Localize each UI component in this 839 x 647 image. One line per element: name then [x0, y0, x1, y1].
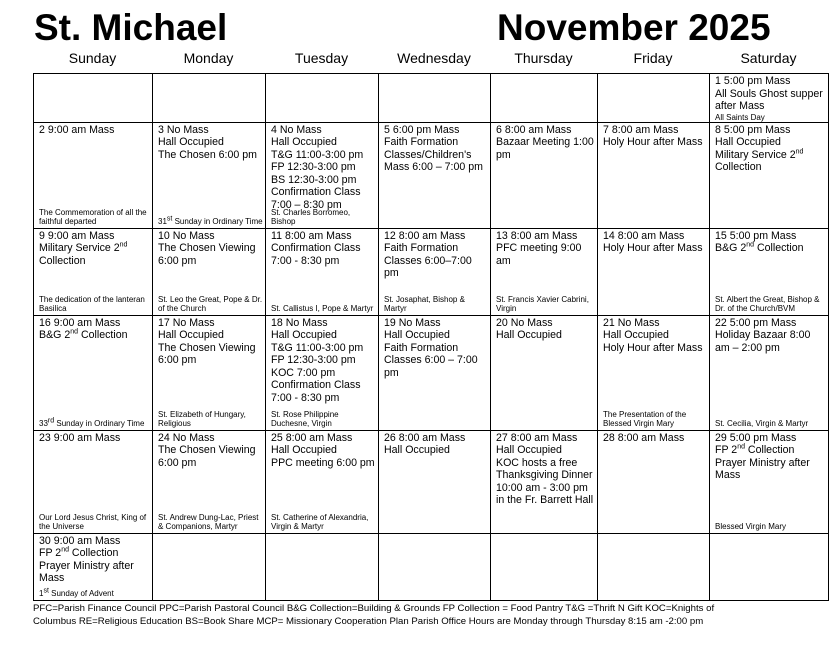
event-text: 9:00 am Mass — [47, 123, 115, 136]
event-line — [715, 432, 826, 445]
event-text: PFC meeting 9:00 am — [496, 242, 582, 267]
event-line — [39, 547, 150, 560]
day-events — [39, 432, 150, 445]
day-events — [384, 432, 488, 457]
event-text: Military Service 2nd Collection — [715, 147, 804, 173]
event-text: Military Service 2nd Collection — [39, 241, 128, 267]
event-line — [271, 230, 376, 243]
event-text: FP 2nd Collection — [39, 546, 119, 559]
day-cell — [491, 315, 598, 430]
event-line — [384, 329, 488, 342]
event-text: Faith Formation Classes 6:00–7:00 pm — [384, 242, 472, 279]
day-number: 9 — [39, 229, 45, 242]
event-line — [496, 124, 595, 137]
day-events — [39, 230, 150, 268]
day-number: 16 — [39, 316, 51, 329]
event-text: No Mass — [279, 123, 322, 136]
event-text: B&G 2nd Collection — [715, 241, 804, 254]
legend-line: Columbus RE=Religious Education BS=Book Share MCP= Missionary Cooperation Plan Parish Office Hours are Monday through Thursday 8:15 am -2:00 pm — [33, 616, 704, 627]
week-row — [34, 74, 829, 123]
event-text: Holiday Bazaar 8:00 am – 2:00 pm — [715, 329, 811, 354]
feast-day-label: 1st Sunday of Advent — [39, 587, 114, 598]
event-text: No Mass — [285, 316, 328, 329]
feast-day-label: St. Josaphat, Bishop & Martyr — [384, 294, 465, 313]
day-cell — [379, 533, 491, 600]
event-text: 5:00 pm Mass — [729, 316, 797, 329]
day-number: 17 — [158, 316, 170, 329]
day-events — [715, 230, 826, 255]
event-line — [271, 124, 376, 137]
month-title: November 2025 — [497, 7, 771, 48]
event-line — [496, 444, 595, 457]
day-events — [39, 124, 150, 137]
event-line — [603, 230, 707, 243]
day-cell — [491, 122, 598, 228]
event-line — [603, 432, 707, 445]
event-line — [603, 342, 707, 355]
feast-day-label: St. Catherine of Alexandria, Virgin & Martyr — [271, 512, 369, 531]
day-events — [603, 317, 707, 355]
calendar-grid — [33, 73, 829, 601]
day-number: 7 — [603, 123, 609, 136]
day-number: 24 — [158, 431, 170, 444]
day-number: 6 — [496, 123, 502, 136]
day-events — [271, 317, 376, 405]
day-cell — [379, 228, 491, 315]
day-cell — [153, 228, 266, 315]
event-line — [603, 124, 707, 137]
event-line — [603, 242, 707, 255]
day-events — [271, 230, 376, 268]
event-text: 8:00 am Mass — [510, 229, 578, 242]
event-line — [39, 230, 150, 243]
day-number: 13 — [496, 229, 508, 242]
event-line — [158, 230, 263, 243]
event-text: 9:00 am Mass — [53, 534, 121, 547]
event-line — [39, 560, 150, 585]
event-line — [715, 149, 826, 174]
event-text: 5:00 pm Mass — [723, 75, 791, 87]
event-text: Faith Formation Classes/Children's Mass 6:00 – 7:00 pm — [384, 136, 483, 173]
event-line — [271, 354, 376, 367]
day-events — [603, 124, 707, 149]
feast-day-label: Blessed Virgin Mary — [715, 522, 786, 531]
day-cell — [266, 122, 379, 228]
event-text: Hall Occupied — [271, 329, 337, 341]
day-events — [715, 124, 826, 174]
weekday-header: Thursday — [514, 50, 573, 66]
event-text: Confirmation Class 7:00 – 8:30 pm — [271, 186, 361, 211]
event-line — [384, 136, 488, 174]
day-events — [603, 432, 707, 445]
day-cell — [153, 122, 266, 228]
event-text: FP 12:30-3:00 pm — [271, 161, 356, 173]
event-line — [715, 230, 826, 243]
weekday-header: Monday — [183, 50, 234, 66]
event-line — [39, 329, 150, 342]
event-line — [39, 317, 150, 330]
week-row — [34, 533, 829, 600]
day-number: 26 — [384, 431, 396, 444]
event-text: Hall Occupied — [158, 329, 224, 341]
feast-day-label: St. Francis Xavier Cabrini, Virgin — [496, 294, 589, 313]
event-line — [271, 432, 376, 445]
event-text: Hall Occupied — [384, 444, 450, 456]
day-events — [384, 230, 488, 280]
day-number: 1 — [715, 75, 721, 87]
day-events — [384, 317, 488, 380]
day-events — [39, 535, 150, 585]
event-line — [715, 75, 826, 88]
event-text: Faith Formation Classes 6:00 – 7:00 pm — [384, 341, 478, 379]
event-text: No Mass — [398, 316, 441, 329]
event-line — [158, 124, 263, 137]
day-cell — [598, 315, 710, 430]
event-line — [39, 124, 150, 137]
week-row — [34, 228, 829, 315]
event-line — [384, 342, 488, 380]
week-row — [34, 122, 829, 228]
event-text: Hall Occupied — [496, 329, 562, 341]
event-line — [715, 457, 826, 482]
event-text: The Chosen Viewing 6:00 pm — [158, 242, 256, 267]
event-line — [158, 136, 263, 149]
event-text: Hall Occupied — [603, 329, 669, 341]
event-line — [158, 432, 263, 445]
event-line — [496, 242, 595, 267]
event-text: No Mass — [510, 316, 553, 329]
legend-line: PFC=Parish Finance Council PPC=Parish Pastoral Council B&G Collection=Building & Grounds FP Collection = Food Pantry T&G =Thrift N Gift KOC=Knights of — [33, 603, 715, 614]
day-events — [715, 317, 826, 355]
event-text: T&G 11:00-3:00 pm — [271, 148, 364, 161]
event-line — [603, 317, 707, 330]
feast-day-label: 31st Sunday in Ordinary Time — [158, 215, 263, 226]
event-line — [496, 136, 595, 161]
event-text: KOC 7:00 pm — [271, 366, 336, 379]
event-line — [271, 136, 376, 149]
event-line — [715, 88, 826, 113]
day-cell — [153, 533, 266, 600]
day-cell — [491, 430, 598, 533]
day-cell — [153, 315, 266, 430]
event-line — [158, 242, 263, 267]
day-events — [158, 230, 263, 268]
event-line — [715, 136, 826, 149]
event-text: BS 12:30-3:00 pm — [271, 173, 357, 186]
event-text: Prayer Ministry after Mass — [715, 456, 810, 481]
day-cell — [598, 430, 710, 533]
event-text: 8:00 am Mass — [510, 431, 578, 444]
event-line — [496, 230, 595, 243]
weekday-header: Tuesday — [294, 50, 349, 66]
day-cell — [266, 74, 379, 123]
day-number: 25 — [271, 431, 283, 444]
event-line — [158, 444, 263, 469]
day-events — [496, 230, 595, 268]
event-line — [271, 444, 376, 457]
event-text: No Mass — [172, 316, 215, 329]
event-line — [496, 432, 595, 445]
event-line — [271, 242, 376, 267]
event-line — [158, 317, 263, 330]
day-cell — [34, 122, 153, 228]
feast-day-label: The Presentation of the Blessed Virgin Mary — [603, 409, 687, 428]
day-cell — [710, 430, 829, 533]
event-line — [384, 444, 488, 457]
day-cell — [491, 533, 598, 600]
day-number: 8 — [715, 123, 721, 136]
legend-footer — [33, 602, 833, 628]
day-events — [384, 124, 488, 174]
event-text: No Mass — [172, 229, 215, 242]
event-line — [715, 444, 826, 457]
day-number: 14 — [603, 229, 615, 242]
day-cell — [266, 228, 379, 315]
day-events — [271, 124, 376, 212]
day-number: 27 — [496, 431, 508, 444]
day-events — [715, 432, 826, 482]
event-text: The Chosen Viewing 6:00 pm — [158, 341, 256, 366]
feast-day-label: St. Rose Philippine Duchesne, Virgin — [271, 409, 339, 428]
day-cell — [34, 430, 153, 533]
event-line — [271, 149, 376, 162]
event-line — [603, 136, 707, 149]
day-events — [271, 432, 376, 470]
day-cell — [34, 228, 153, 315]
event-text: The Chosen Viewing 6:00 pm — [158, 444, 256, 469]
day-number: 21 — [603, 316, 615, 329]
event-text: No Mass — [166, 123, 209, 136]
event-text: Bazaar Meeting 1:00 pm — [496, 136, 594, 161]
event-text: Holy Hour after Mass — [603, 341, 703, 354]
day-number: 15 — [715, 229, 727, 242]
day-number: 5 — [384, 123, 390, 136]
event-line — [603, 329, 707, 342]
day-number: 29 — [715, 431, 727, 444]
event-text: T&G 11:00-3:00 pm — [271, 341, 364, 354]
event-text: 8:00 am Mass — [617, 431, 685, 444]
day-cell — [34, 74, 153, 123]
event-line — [271, 379, 376, 404]
event-line — [271, 329, 376, 342]
event-line — [715, 317, 826, 330]
event-line — [158, 329, 263, 342]
event-text: Holy Hour after Mass — [603, 242, 703, 254]
event-text: 8:00 am Mass — [617, 229, 685, 242]
event-text: Confirmation Class 7:00 - 8:30 pm — [271, 379, 361, 404]
day-number: 28 — [603, 431, 615, 444]
event-line — [271, 174, 376, 187]
event-text: Hall Occupied — [158, 136, 224, 148]
day-cell — [491, 228, 598, 315]
day-cell — [153, 74, 266, 123]
day-cell — [266, 430, 379, 533]
event-text: Hall Occupied — [496, 444, 562, 456]
feast-day-label: The dedication of the lanteran Basilica — [39, 294, 145, 313]
event-text: FP 2nd Collection — [715, 443, 795, 456]
event-line — [384, 124, 488, 137]
day-events — [496, 432, 595, 507]
day-cell — [379, 122, 491, 228]
event-line — [384, 242, 488, 280]
event-text: Holy Hour after Mass — [603, 136, 703, 148]
event-text: The Chosen 6:00 pm — [158, 148, 257, 161]
feast-day-label: The Commemoration of all the faithful departed — [39, 207, 147, 226]
event-line — [271, 457, 376, 470]
event-text: 9:00 am Mass — [53, 431, 121, 444]
event-text: 8:00 am Mass — [285, 431, 353, 444]
weekday-header: Friday — [633, 50, 673, 66]
event-line — [496, 317, 595, 330]
feast-day-label: St. Cecilia, Virgin & Martyr — [715, 419, 809, 428]
feast-day-label: Our Lord Jesus Christ, King of the Universe — [39, 512, 147, 531]
event-line — [496, 329, 595, 342]
event-line — [496, 457, 595, 507]
feast-day-label: St. Leo the Great, Pope & Dr. of the Church — [158, 294, 263, 313]
event-text: Hall Occupied — [715, 136, 781, 148]
feast-day-label: St. Elizabeth of Hungary, Religious — [158, 409, 246, 428]
day-cell — [266, 315, 379, 430]
event-text: Prayer Ministry after Mass — [39, 559, 134, 584]
day-cell — [710, 122, 829, 228]
weekday-header: Saturday — [740, 50, 797, 66]
event-line — [39, 242, 150, 267]
event-line — [271, 367, 376, 380]
day-number: 18 — [271, 316, 283, 329]
event-text: Hall Occupied — [384, 329, 450, 341]
day-cell — [153, 430, 266, 533]
event-text: PPC meeting 6:00 pm — [271, 456, 375, 469]
event-line — [715, 329, 826, 354]
event-text: 5:00 pm Mass — [723, 123, 791, 136]
event-text: 8:00 am Mass — [284, 229, 352, 242]
day-cell — [598, 122, 710, 228]
day-cell — [34, 533, 153, 600]
event-text: 5:00 pm Mass — [729, 229, 797, 242]
event-text: Hall Occupied — [271, 444, 337, 456]
day-events — [603, 230, 707, 255]
event-line — [39, 535, 150, 548]
parish-title: St. Michael — [34, 7, 228, 48]
event-text: Hall Occupied — [271, 136, 337, 148]
event-text: 9:00 am Mass — [47, 229, 115, 242]
day-number: 10 — [158, 229, 170, 242]
day-number: 20 — [496, 316, 508, 329]
event-text: All Souls Ghost supper after Mass — [715, 87, 823, 112]
day-events — [715, 75, 826, 122]
event-text: 8:00 am Mass — [398, 431, 466, 444]
weekday-header: Wednesday — [397, 50, 471, 66]
event-text: 5:00 pm Mass — [729, 431, 797, 444]
day-events — [39, 317, 150, 342]
day-cell — [266, 533, 379, 600]
day-events — [496, 124, 595, 162]
event-text: Confirmation Class 7:00 - 8:30 pm — [271, 242, 361, 267]
week-row — [34, 315, 829, 430]
day-cell — [710, 74, 829, 123]
day-number: 12 — [384, 229, 396, 242]
day-number: 23 — [39, 431, 51, 444]
day-cell — [710, 533, 829, 600]
event-text: No Mass — [172, 431, 215, 444]
day-cell — [379, 430, 491, 533]
event-line — [384, 317, 488, 330]
feast-day-label: St. Albert the Great, Bishop & Dr. of the Church/BVM — [715, 294, 820, 313]
event-line — [271, 317, 376, 330]
event-text: 8:00 am Mass — [504, 123, 572, 136]
day-events — [158, 317, 263, 367]
day-cell — [379, 315, 491, 430]
feast-day-label: St. Callistus I, Pope & Martyr — [271, 304, 374, 313]
event-line — [271, 342, 376, 355]
week-row — [34, 430, 829, 533]
event-line — [39, 432, 150, 445]
event-line — [271, 161, 376, 174]
day-cell — [598, 228, 710, 315]
event-text: 8:00 am Mass — [398, 229, 466, 242]
day-events — [496, 317, 595, 342]
day-number: 22 — [715, 316, 727, 329]
event-line — [384, 432, 488, 445]
event-line — [384, 230, 488, 243]
event-line — [715, 124, 826, 137]
day-number: 2 — [39, 123, 45, 136]
day-number: 19 — [384, 316, 396, 329]
day-cell — [598, 533, 710, 600]
feast-day-label: 33rd Sunday in Ordinary Time — [39, 417, 145, 428]
day-number: 30 — [39, 534, 51, 547]
event-line — [158, 149, 263, 162]
event-text: 8:00 am Mass — [611, 123, 679, 136]
day-cell — [34, 315, 153, 430]
event-text: KOC hosts a free Thanksgiving Dinner 10:00 am - 3:00 pm in the Fr. Barrett Hall — [496, 456, 594, 506]
day-events — [158, 432, 263, 470]
day-cell — [598, 74, 710, 123]
day-cell — [379, 74, 491, 123]
event-line — [158, 342, 263, 367]
feast-day-label: St. Charles Borromeo, Bishop — [271, 207, 351, 226]
feast-day-label: All Saints Day — [715, 112, 765, 122]
event-text: 9:00 am Mass — [53, 316, 121, 329]
event-text: No Mass — [617, 316, 660, 329]
day-number: 3 — [158, 123, 164, 136]
day-cell — [710, 228, 829, 315]
event-text: FP 12:30-3:00 pm — [271, 354, 356, 366]
day-number: 4 — [271, 123, 277, 136]
feast-day-label: St. Andrew Dung-Lac, Priest & Companions, Martyr — [158, 512, 259, 531]
day-cell — [710, 315, 829, 430]
day-events — [158, 124, 263, 162]
day-number: 11 — [271, 229, 282, 242]
event-text: 6:00 pm Mass — [392, 123, 460, 136]
weekday-header: Sunday — [68, 50, 117, 66]
event-text: B&G 2nd Collection — [39, 328, 128, 341]
event-line — [715, 242, 826, 255]
day-cell — [491, 74, 598, 123]
